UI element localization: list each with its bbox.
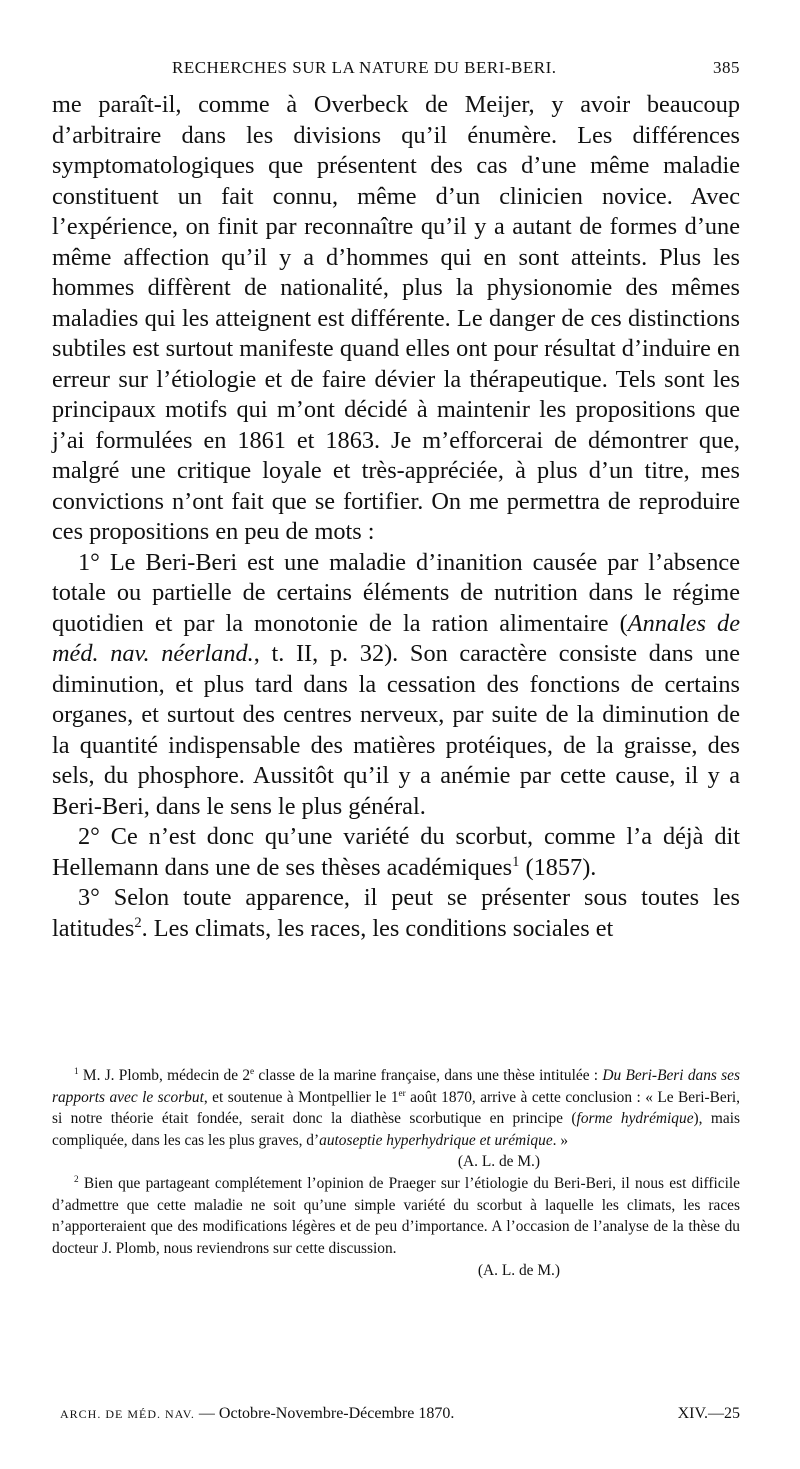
body-text xyxy=(52,90,740,944)
signature-mark: XIV.—25 xyxy=(677,1405,740,1422)
journal-abbreviation: ARCH. DE MÉD. NAV. xyxy=(60,1407,195,1421)
footnote-1-signature: (A. L. de M.) xyxy=(457,1153,540,1171)
footnote-1: $^1$ M. J. Plomb, médecin de 2e classe de la marine française, dans une thèse intitulée : Du Beri-Beri dans ses rapports avec le scorbut, et soutenue à Montpellier le 1er août 1870, arrive à cette conclusion : « Le Beri-Beri, si notre théorie était fondée, serait donc la diathèse scorbutique en principe (forme hydrémique), mais compliquée, dans les cas les plus graves, d’autoseptie hyperhydrique et urémique. » (A. L. de M.) xyxy=(52,1065,740,1173)
issue-date: — Octobre-Novembre-Décembre 1870. xyxy=(194,1405,455,1422)
journal-reference: Annales de méd. nav. néerland. xyxy=(52,609,740,667)
footnote-2: $^2$ Bien que partageant complétement l’opinion de Praeger sur l’étiologie du Beri-Beri, il nous est difficile d’admettre que cette maladie ne soit qu’une simple variété du scorbut à laquelle les climats, les races n’apporteraient que des modifications légères et de peu d’importance. A l’occasion de l’analyse de la thèse du docteur J. Plomb, nous reviendrons sur cette discussion. (A. L. de M.) xyxy=(52,1173,740,1282)
footnote-marker-1: 1 xyxy=(512,853,520,870)
running-header xyxy=(60,58,740,82)
footnote-2-signature: (A. L. de M.) xyxy=(477,1262,560,1280)
proposition-2: 2° Ce n’est donc qu’une variété du scorbut, comme l’a déjà dit Hellemann dans une de ses thèses académiques$^1$ (1857). xyxy=(52,823,740,881)
footnote-marker-2: 2 xyxy=(134,914,142,931)
proposition-1: 1° Le Beri-Beri est une maladie d’inanition causée par l’absence totale ou partielle de certains éléments de nutrition dans le régime quotidien et par la monotonie de la ration alimentaire (Annales de méd. nav. néerland., t. II, p. 32). Son caractère consiste dans une diminution, et plus tard dans la cessation des fonctions de certains organes, et surtout des centres nerveux, par suite de la diminution de la quantité indispensable des matières protéiques, de la graisse, des sels, du phosphore. Aussitôt qu’il y a anémie par cette cause, il y a Beri-Beri, dans le sens le plus général. xyxy=(52,548,740,820)
proposition-3: 3° Selon toute apparence, il peut se présenter sous toutes les latitudes$^2$. Les climats, les races, les conditions sociales et xyxy=(52,884,740,942)
paragraph-continuation: me paraît-il, comme à Overbeck de Meijer, y avoir beaucoup d’arbitraire dans les divisions qu’il énumère. Les différences symptomatologiques que présentent des cas d’une même maladie constituent un fait connu, même d’un clinicien novice. Avec l’expérience, on finit par reconnaître qu’il y a autant de formes d’une même affection qu’il y a d’hommes qui en sont atteints. Plus les hommes diffèrent de nationalité, plus la physionomie des mêmes maladies qui les atteignent est différente. Le danger de ces distinctions subtiles est surtout manifeste quand elles ont pour résultat d’induire en erreur sur l’étiologie et de faire dévier la thérapeutique. Tels sont les principaux motifs qui m’ont décidé à maintenir les propositions que j’ai formulées en 1861 et 1863. Je m’efforcerai de démontrer que, malgré une critique loyale et très-appréciée, à plus d’un titre, mes convictions n’ont fait que se fortifier. On me permettra de reproduire ces propositions en peu de mots : xyxy=(52,91,740,545)
footnotes xyxy=(52,1065,740,1282)
running-title: RECHERCHES SUR LA NATURE DU BERI-BERI. xyxy=(172,58,557,77)
page-footer xyxy=(52,1405,740,1427)
page-number: 385 xyxy=(713,58,740,77)
